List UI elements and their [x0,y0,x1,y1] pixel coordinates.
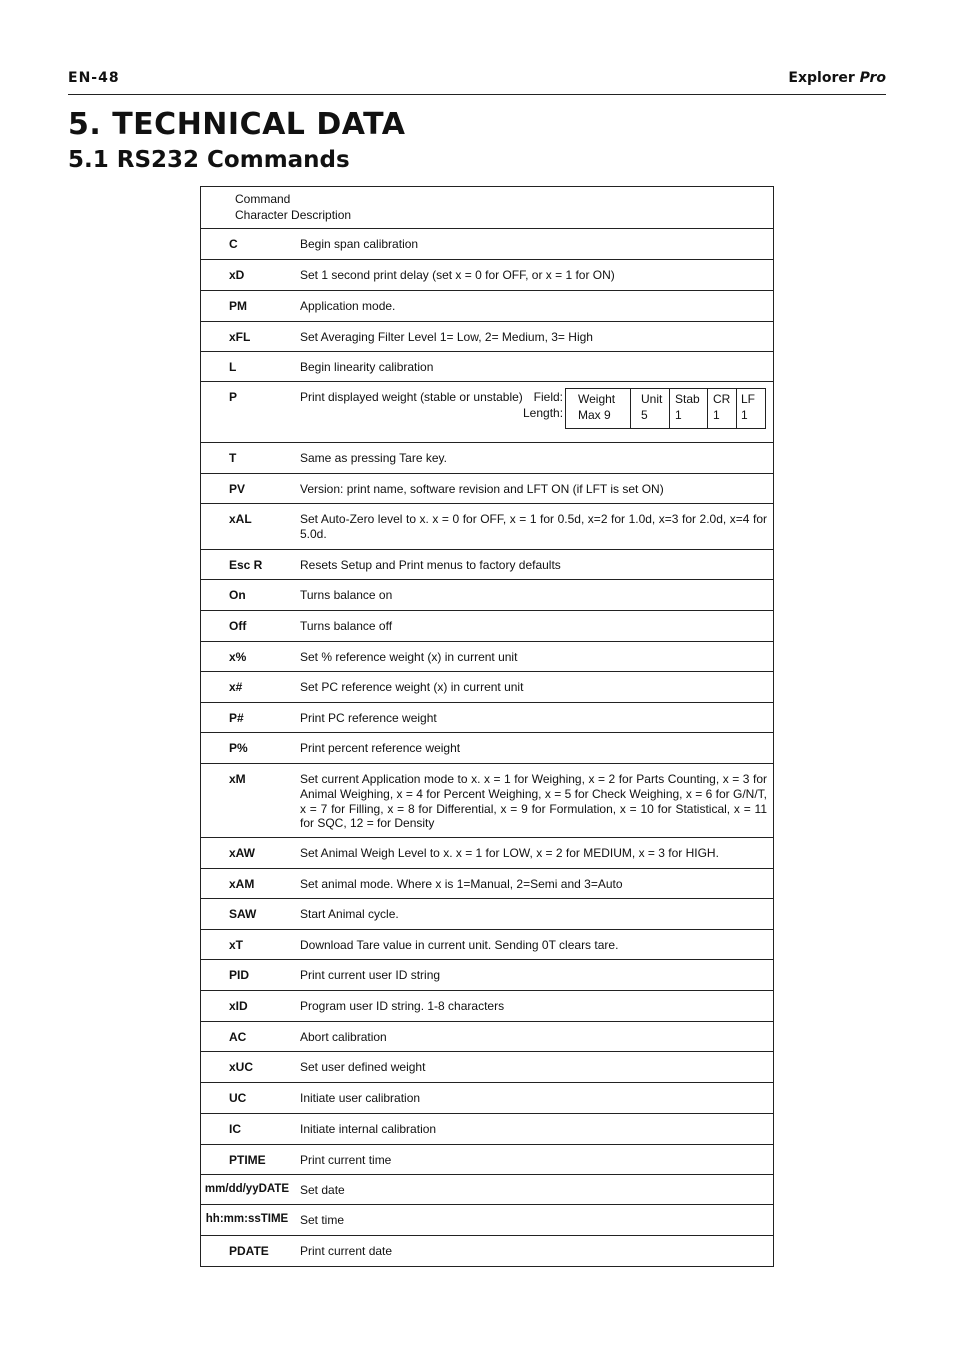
page-header [68,68,886,95]
header-command: Command [235,192,291,206]
table-row [201,580,773,611]
print-format-labels [523,389,563,421]
command-description: Set date [300,1183,345,1197]
command-character: PV [229,482,246,496]
command-description: Begin span calibration [300,237,419,251]
page-number: EN-48 [68,70,120,86]
section-title: 5.1 RS232 Commands [68,147,350,173]
print-format-field: Unit [641,392,663,406]
table-row [201,1175,773,1205]
command-character: xM [229,772,246,786]
table-row [201,229,773,260]
command-character: UC [229,1091,247,1105]
table-row [201,733,773,764]
length-label: Length: [523,406,564,420]
command-character: mm/dd/yyDATE [204,1183,290,1195]
product-suffix: Pro [859,70,886,86]
command-character: Esc R [229,558,263,572]
header-character-description: Character Description [235,208,352,222]
command-description: Version: print name, software revision and LFT ON (if LFT is set ON) [300,482,664,496]
commands-table [200,186,774,1267]
command-character: x# [229,680,243,694]
table-row [201,260,773,291]
command-description: Set % reference weight (x) in current unit [300,650,518,664]
command-description: Abort calibration [300,1030,387,1044]
product-name [788,70,886,86]
table-row [201,672,773,703]
command-description: Start Animal cycle. [300,907,399,921]
table-row [201,930,773,960]
command-description: Begin linearity calibration [300,360,434,374]
print-format-length: 5 [641,408,648,422]
table-row [201,838,773,869]
table-row [201,504,773,550]
command-character: Off [229,619,247,633]
print-format-divider [707,389,708,428]
command-description: Set Averaging Filter Level 1= Low, 2= Medium, 3= High [300,330,593,344]
print-format-field: LF [741,392,756,406]
command-character: T [229,451,237,465]
table-header [201,187,773,229]
command-description: Set time [300,1213,345,1227]
table-row [201,474,773,504]
command-description: Print displayed weight (stable or unstable) [300,390,523,404]
print-format-divider [669,389,670,428]
print-format-box [565,388,766,429]
command-character: xFL [229,330,251,344]
command-description: Set animal mode. Where x is 1=Manual, 2=Semi and 3=Auto [300,877,623,891]
command-description: Same as pressing Tare key. [300,451,447,465]
command-character: xAL [229,512,252,526]
table-row [201,703,773,733]
table-row [201,1205,773,1236]
command-character: C [229,237,238,251]
command-character: L [229,360,237,374]
command-character: P# [229,711,244,725]
table-row [201,1236,773,1267]
print-format-length: 1 [713,408,720,422]
print-format-field: CR [713,392,731,406]
command-description: Print percent reference weight [300,741,461,755]
table-row [201,1052,773,1083]
command-description: Program user ID string. 1-8 characters [300,999,505,1013]
table-row [201,991,773,1022]
command-character: IC [229,1122,241,1136]
command-character: SAW [229,907,257,921]
command-character: PM [229,299,247,313]
table-row [201,550,773,580]
command-character: AC [229,1030,247,1044]
command-character: PID [229,968,250,982]
table-row [201,443,773,474]
table-row [201,960,773,991]
command-description: Application mode. [300,299,396,313]
command-description: Print current time [300,1153,392,1167]
table-row [201,1022,773,1052]
print-format-field: Stab [675,392,700,406]
table-row [201,899,773,930]
table-row [201,1114,773,1145]
print-format-divider [630,389,631,428]
command-character: P [229,390,238,404]
command-description: Turns balance on [300,588,393,602]
command-description: Initiate internal calibration [300,1122,437,1136]
product-name-text: Explorer [788,70,855,86]
table-row [201,322,773,352]
command-description: Set PC reference weight (x) in current unit [300,680,524,694]
command-description: Download Tare value in current unit. Sending 0T clears tare. [300,938,619,952]
table-row [201,1083,773,1114]
command-character: P% [229,741,248,755]
command-character: xT [229,938,244,952]
field-label: Field: [533,390,563,404]
command-description: Set Animal Weigh Level to x. x = 1 for LOW, x = 2 for MEDIUM, x = 3 for HIGH. [300,846,719,860]
command-character: x% [229,650,247,664]
command-description: Print PC reference weight [300,711,437,725]
command-description: Resets Setup and Print menus to factory defaults [300,558,561,572]
command-character: PTIME [229,1153,266,1167]
command-description: Set 1 second print delay (set x = 0 for OFF, or x = 1 for ON) [300,268,615,282]
print-format-divider [736,389,737,428]
print-format-field: Weight [578,392,616,406]
table-row [201,611,773,642]
table-row [201,352,773,382]
print-format-length: Max 9 [578,408,611,422]
print-format-length: 1 [675,408,682,422]
command-character: On [229,588,246,602]
command-character: xUC [229,1060,254,1074]
command-description: Print current user ID string [300,968,441,982]
table-row [201,764,773,838]
command-description: Set Auto-Zero level to x. x = 0 for OFF, x = 1 for 0.5d, x=2 for 1.0d, x=3 for 2.0d, x=4 for 5.0d. [300,512,767,541]
command-description: Turns balance off [300,619,393,633]
command-description: Set user defined weight [300,1060,426,1074]
command-character: xAW [229,846,256,860]
table-row [201,642,773,672]
command-character: xD [229,268,245,282]
command-character: PDATE [229,1244,269,1258]
command-description: Initiate user calibration [300,1091,421,1105]
page-title: 5. TECHNICAL DATA [68,107,406,142]
command-character: xID [229,999,248,1013]
command-description: Set current Application mode to x. x = 1 for Weighing, x = 2 for Parts Counting, x = 3 for Animal Weighing, x = 4 for Percent Weighing, x = 5 for Check Weighing, x = 6 for G/N/T, x = 7 for Filling, x = 8 for Differential, x = 9 for Formulation, x = 10 for Statistical, x = 11 for SQC, 12 = for Density [300,772,767,831]
print-format-length: 1 [741,408,748,422]
table-row [201,1145,773,1175]
table-row [201,869,773,899]
command-description: Print current date [300,1244,393,1258]
table-row [201,291,773,322]
command-character: xAM [229,877,255,891]
command-character: hh:mm:ssTIME [205,1213,289,1225]
